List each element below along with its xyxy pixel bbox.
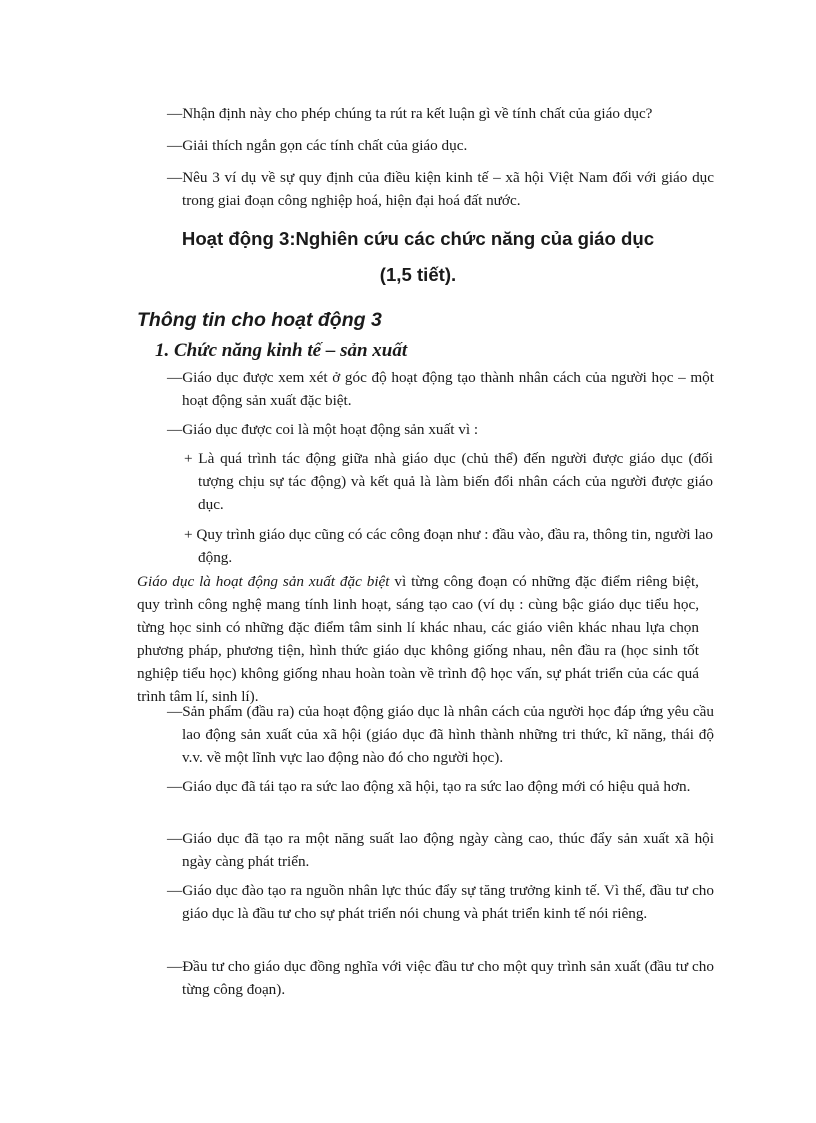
bullet-item: —Giáo dục đã tạo ra một năng suất lao động ngày càng cao, thúc đẩy sản xuất xã hội ngày càng phát triển. [167,830,714,870]
bullet-item: —Sản phẩm (đầu ra) của hoạt động giáo dục là nhân cách của người học đáp ứng yêu cầu lao động sản xuất của xã hội (giáo dục đã hình thành những tri thức, kĩ năng, thái độ v.v. về một lĩnh vực lao động nào đó cho người học). [167,703,714,766]
bullet-item: —Giáo dục đào tạo ra nguồn nhân lực thúc đẩy sự tăng trưởng kinh tế. Vì thế, đầu tư cho giáo dục là đầu tư cho sự phát triển nói chung và phát triển kinh tế nói riêng. [167,882,714,922]
bullet-item: —Đầu tư cho giáo dục đồng nghĩa với việc đầu tư cho một quy trình sản xuất (đầu tư cho từng công đoạn). [167,958,714,998]
question-item: —Nhận định này cho phép chúng ta rút ra kết luận gì về tính chất của giáo dục? [167,105,653,122]
question-item: —Giải thích ngắn gọn các tính chất của giáo dục. [167,137,468,154]
bullet-item: —Giáo dục được xem xét ở góc độ hoạt động tạo thành nhân cách của người học – một hoạt động sản xuất đặc biệt. [167,369,714,409]
paragraph-rest: vì từng công đoạn có những đặc điểm riêng biệt, quy trình công nghệ mang tính linh hoạt, sáng tạo cao (ví dụ : cùng bậc giáo dục tiểu học, từng học sinh có những đặc điểm tâm sinh lí khác nhau, các giáo viên khác nhau lựa chọn phương pháp, phương tiện, hình thức giáo dục không giống nhau, nên đầu ra (học sinh tốt nghiệp tiểu học) không giống nhau hoàn toàn về trình độ học vấn, sự phát triển của các quá trình tâm lí, sinh lí). [137,573,699,705]
bullet-item: —Giáo dục được coi là một hoạt động sản xuất vì : [167,421,479,438]
activity-heading-duration: (1,5 tiết). [379,264,457,285]
body-paragraph [137,570,699,708]
bullet-item: —Giáo dục đã tái tạo ra sức lao động xã hội, tạo ra sức lao động mới có hiệu quả hơn. [167,778,691,795]
italic-lead: Giáo dục là hoạt động sản xuất đặc biệt [137,573,390,590]
section-heading: 1. Chức năng kinh tế – sản xuất [155,340,408,361]
plus-item: + Quy trình giáo dục cũng có các công đoạn như : đầu vào, đầu ra, thông tin, người lao động. [184,526,713,566]
info-heading: Thông tin cho hoạt động 3 [137,309,382,331]
plus-item: + Là quá trình tác động giữa nhà giáo dục (chủ thể) đến người được giáo dục (đối tượng chịu sự tác động) và kết quả là làm biến đổi nhân cách của người được giáo dục. [184,450,713,513]
question-item: —Nêu 3 ví dụ về sự quy định của điều kiện kinh tế – xã hội Việt Nam đối với giáo dục trong giai đoạn công nghiệp hoá, hiện đại hoá đất nước. [167,169,714,209]
activity-heading: Hoạt động 3:Nghiên cứu các chức năng của giáo dục [181,228,655,249]
